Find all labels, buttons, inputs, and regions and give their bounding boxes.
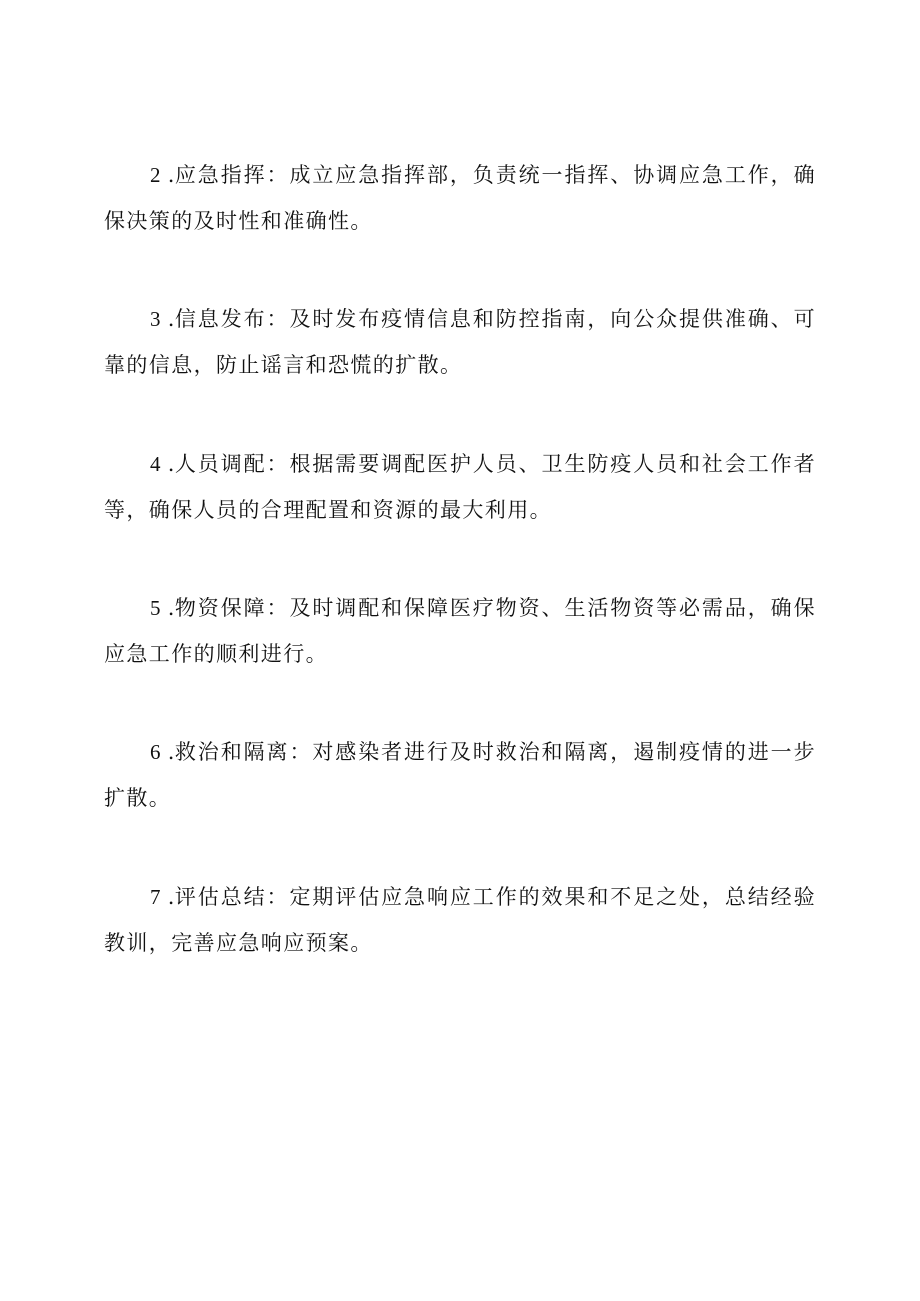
item-separator: .	[160, 740, 175, 764]
list-item	[104, 441, 816, 533]
item-separator: .	[160, 885, 175, 909]
item-number: 3	[150, 307, 161, 331]
list-item	[104, 585, 816, 677]
item-number: 5	[150, 596, 161, 620]
list-item	[104, 296, 816, 388]
item-text: 评估总结：定期评估应急响应工作的效果和不足之处，总结经验教训，完善应急响应预案。	[104, 885, 816, 955]
list-item	[104, 152, 816, 244]
item-number: 6	[150, 740, 161, 764]
item-text: 信息发布：及时发布疫情信息和防控指南，向公众提供准确、可靠的信息，防止谣言和恐慌的扩散。	[104, 307, 816, 377]
item-text: 人员调配：根据需要调配医护人员、卫生防疫人员和社会工作者等，确保人员的合理配置和资源的最大利用。	[104, 452, 816, 522]
item-text: 物资保障：及时调配和保障医疗物资、生活物资等必需品，确保应急工作的顺利进行。	[104, 596, 816, 666]
item-text: 应急指挥：成立应急指挥部，负责统一指挥、协调应急工作，确保决策的及时性和准确性。	[104, 163, 816, 233]
item-separator: .	[160, 452, 175, 476]
item-number: 7	[150, 885, 161, 909]
item-number: 4	[150, 452, 161, 476]
item-text: 救治和隔离：对感染者进行及时救治和隔离，遏制疫情的进一步扩散。	[104, 740, 816, 810]
item-separator: .	[160, 307, 175, 331]
item-separator: .	[160, 163, 175, 187]
item-separator: .	[160, 596, 175, 620]
item-number: 2	[150, 163, 161, 187]
list-item	[104, 729, 816, 821]
list-item	[104, 874, 816, 966]
